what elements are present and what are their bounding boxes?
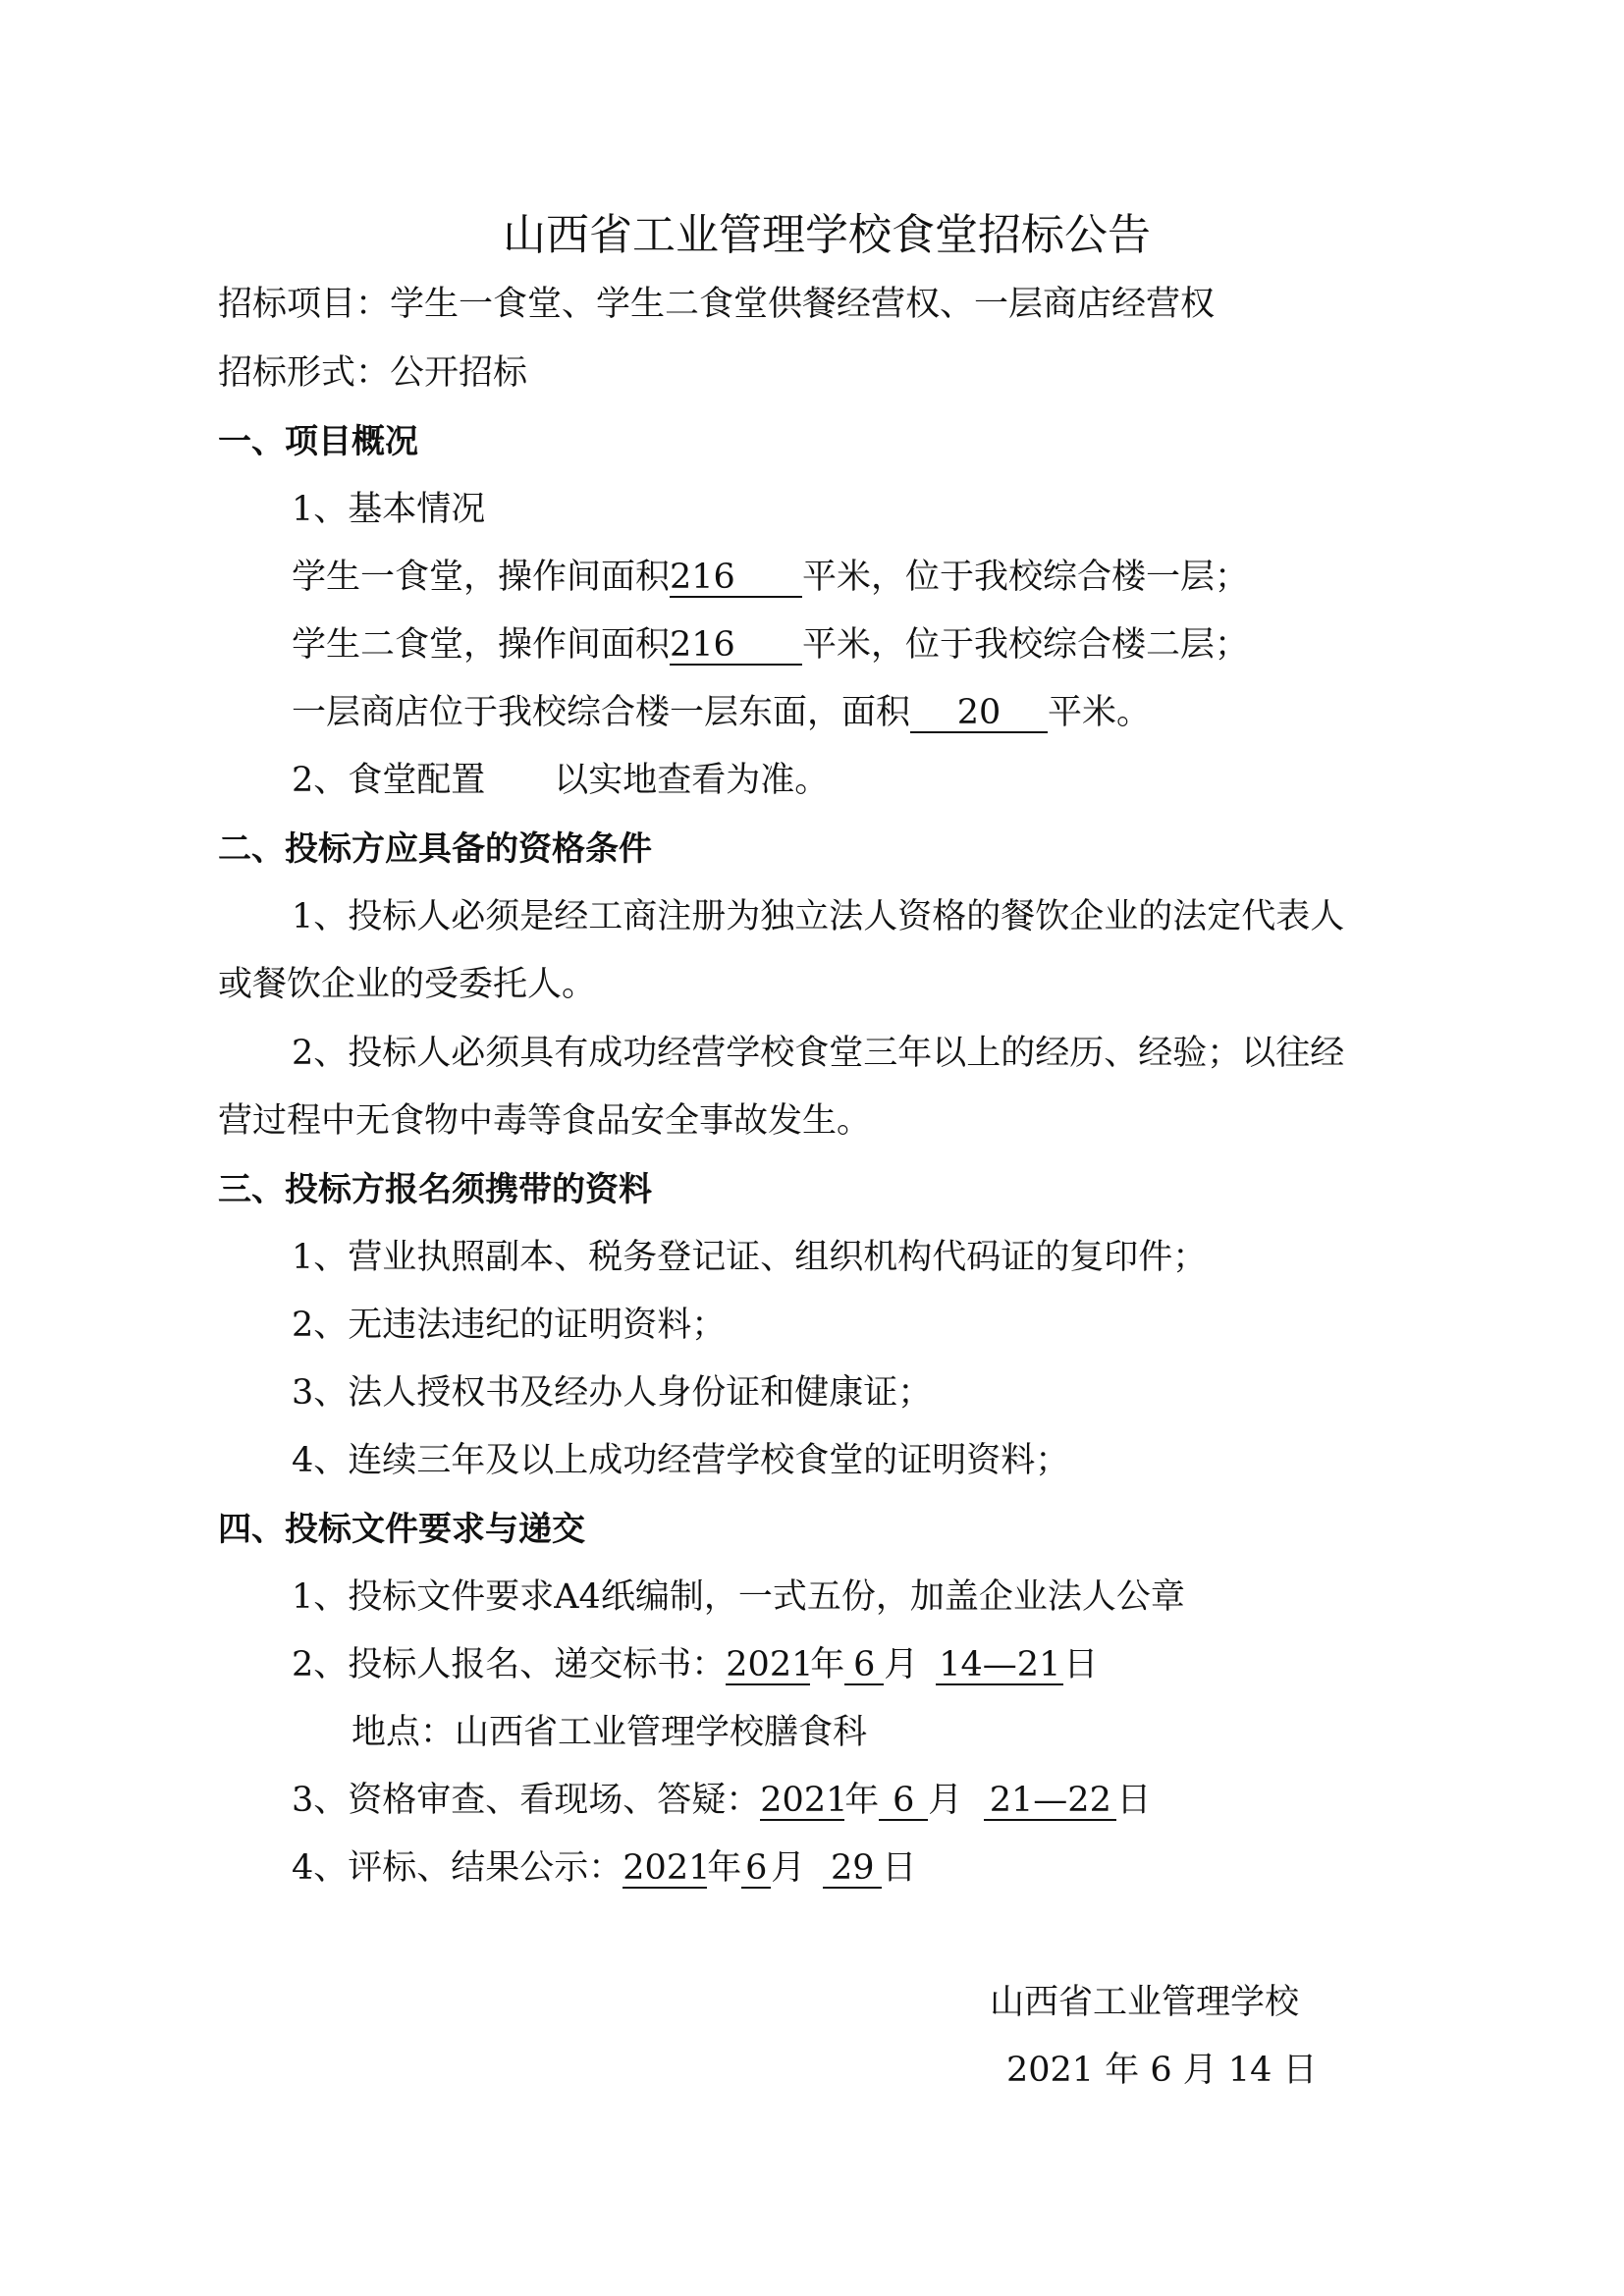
canteen-2-area: 216 <box>670 626 802 666</box>
section-3-item-2: 2、无违法违纪的证明资料； <box>292 1306 727 1345</box>
canteen-1-area: 216 <box>670 559 802 598</box>
section-1-sub-1: 1、基本情况 <box>292 490 486 529</box>
section-4-item-4 <box>292 1846 916 1890</box>
section-2-item-1-line-1: 1、投标人必须是经工商注册为独立法人资格的餐饮企业的法定代表人 <box>292 897 1345 936</box>
item-4-month-unit: 月 <box>771 1848 806 1888</box>
section-4-item-2 <box>292 1643 1098 1686</box>
item-2-month: 6 <box>844 1646 884 1685</box>
item-2-pre: 2、投标人报名、递交标书： <box>292 1645 727 1684</box>
canteen-2-line <box>292 623 1249 667</box>
item-3-day: 21—22 <box>984 1782 1116 1821</box>
section-2-item-1-line-2: 或餐饮企业的受委托人。 <box>218 965 597 1004</box>
item-2-day: 14—21 <box>936 1646 1063 1685</box>
section-2-item-2-line-2: 营过程中无食物中毒等食品安全事故发生。 <box>218 1101 872 1141</box>
section-3-item-1: 1、营业执照副本、税务登记证、组织机构代码证的复印件； <box>292 1238 1208 1277</box>
section-3-item-3: 3、法人授权书及经办人身份证和健康证； <box>292 1373 933 1413</box>
item-3-day-unit: 日 <box>1116 1781 1152 1820</box>
item-4-pre: 4、评标、结果公示： <box>292 1848 623 1888</box>
item-4-day: 29 <box>823 1849 882 1889</box>
store-post: 平米。 <box>1048 693 1152 732</box>
store-line <box>292 691 1151 734</box>
section-2-item-2-line-1: 2、投标人必须具有成功经营学校食堂三年以上的经历、经验；以往经 <box>292 1034 1345 1073</box>
item-4-month: 6 <box>741 1849 771 1889</box>
signature-date: 2021 年 6 月 14 日 <box>1006 2051 1318 2090</box>
section-4-item-3 <box>292 1779 1151 1822</box>
canteen-2-pre: 学生二食堂，操作间面积 <box>292 625 671 665</box>
section-2-heading: 二、投标方应具备的资格条件 <box>218 829 652 869</box>
canteen-1-pre: 学生一食堂，操作间面积 <box>292 558 671 597</box>
section-4-heading: 四、投标文件要求与递交 <box>218 1510 585 1549</box>
item-3-year: 2021 <box>760 1781 848 1820</box>
section-1-heading: 一、项目概况 <box>218 422 418 461</box>
canteen-1-post: 平米，位于我校综合楼一层； <box>802 558 1250 597</box>
section-4-location: 地点：山西省工业管理学校膳食科 <box>352 1713 868 1752</box>
item-4-day-unit: 日 <box>882 1848 917 1888</box>
item-4-year: 2021 <box>623 1848 711 1888</box>
signature-org: 山西省工业管理学校 <box>990 1983 1300 2022</box>
item-2-month-unit: 月 <box>884 1645 919 1684</box>
item-3-year-unit: 年 <box>844 1781 880 1820</box>
section-3-item-4: 4、连续三年及以上成功经营学校食堂的证明资料； <box>292 1441 1070 1480</box>
item-3-month-unit: 月 <box>928 1781 963 1820</box>
project-line: 招标项目：学生一食堂、学生二食堂供餐经营权、一层商店经营权 <box>218 285 1216 324</box>
item-2-day-unit: 日 <box>1063 1645 1099 1684</box>
canteen-1-line <box>292 556 1249 599</box>
store-area: 20 <box>910 694 1048 733</box>
item-4-year-unit: 年 <box>707 1848 742 1888</box>
section-3-heading: 三、投标方报名须携带的资料 <box>218 1170 652 1209</box>
store-pre: 一层商店位于我校综合楼一层东面，面积 <box>292 693 911 732</box>
item-2-year-unit: 年 <box>810 1645 845 1684</box>
item-3-month: 6 <box>879 1782 928 1821</box>
canteen-2-post: 平米，位于我校综合楼二层； <box>802 625 1250 665</box>
item-3-pre: 3、资格审查、看现场、答疑： <box>292 1781 761 1820</box>
page-title: 山西省工业管理学校食堂招标公告 <box>503 210 1151 260</box>
item-2-year: 2021 <box>726 1645 814 1684</box>
section-4-item-1: 1、投标文件要求A4纸编制，一式五份，加盖企业法人公章 <box>292 1577 1185 1617</box>
section-1-sub-2: 2、食堂配置 以实地查看为准。 <box>292 761 830 800</box>
form-line: 招标形式：公开招标 <box>218 353 528 393</box>
